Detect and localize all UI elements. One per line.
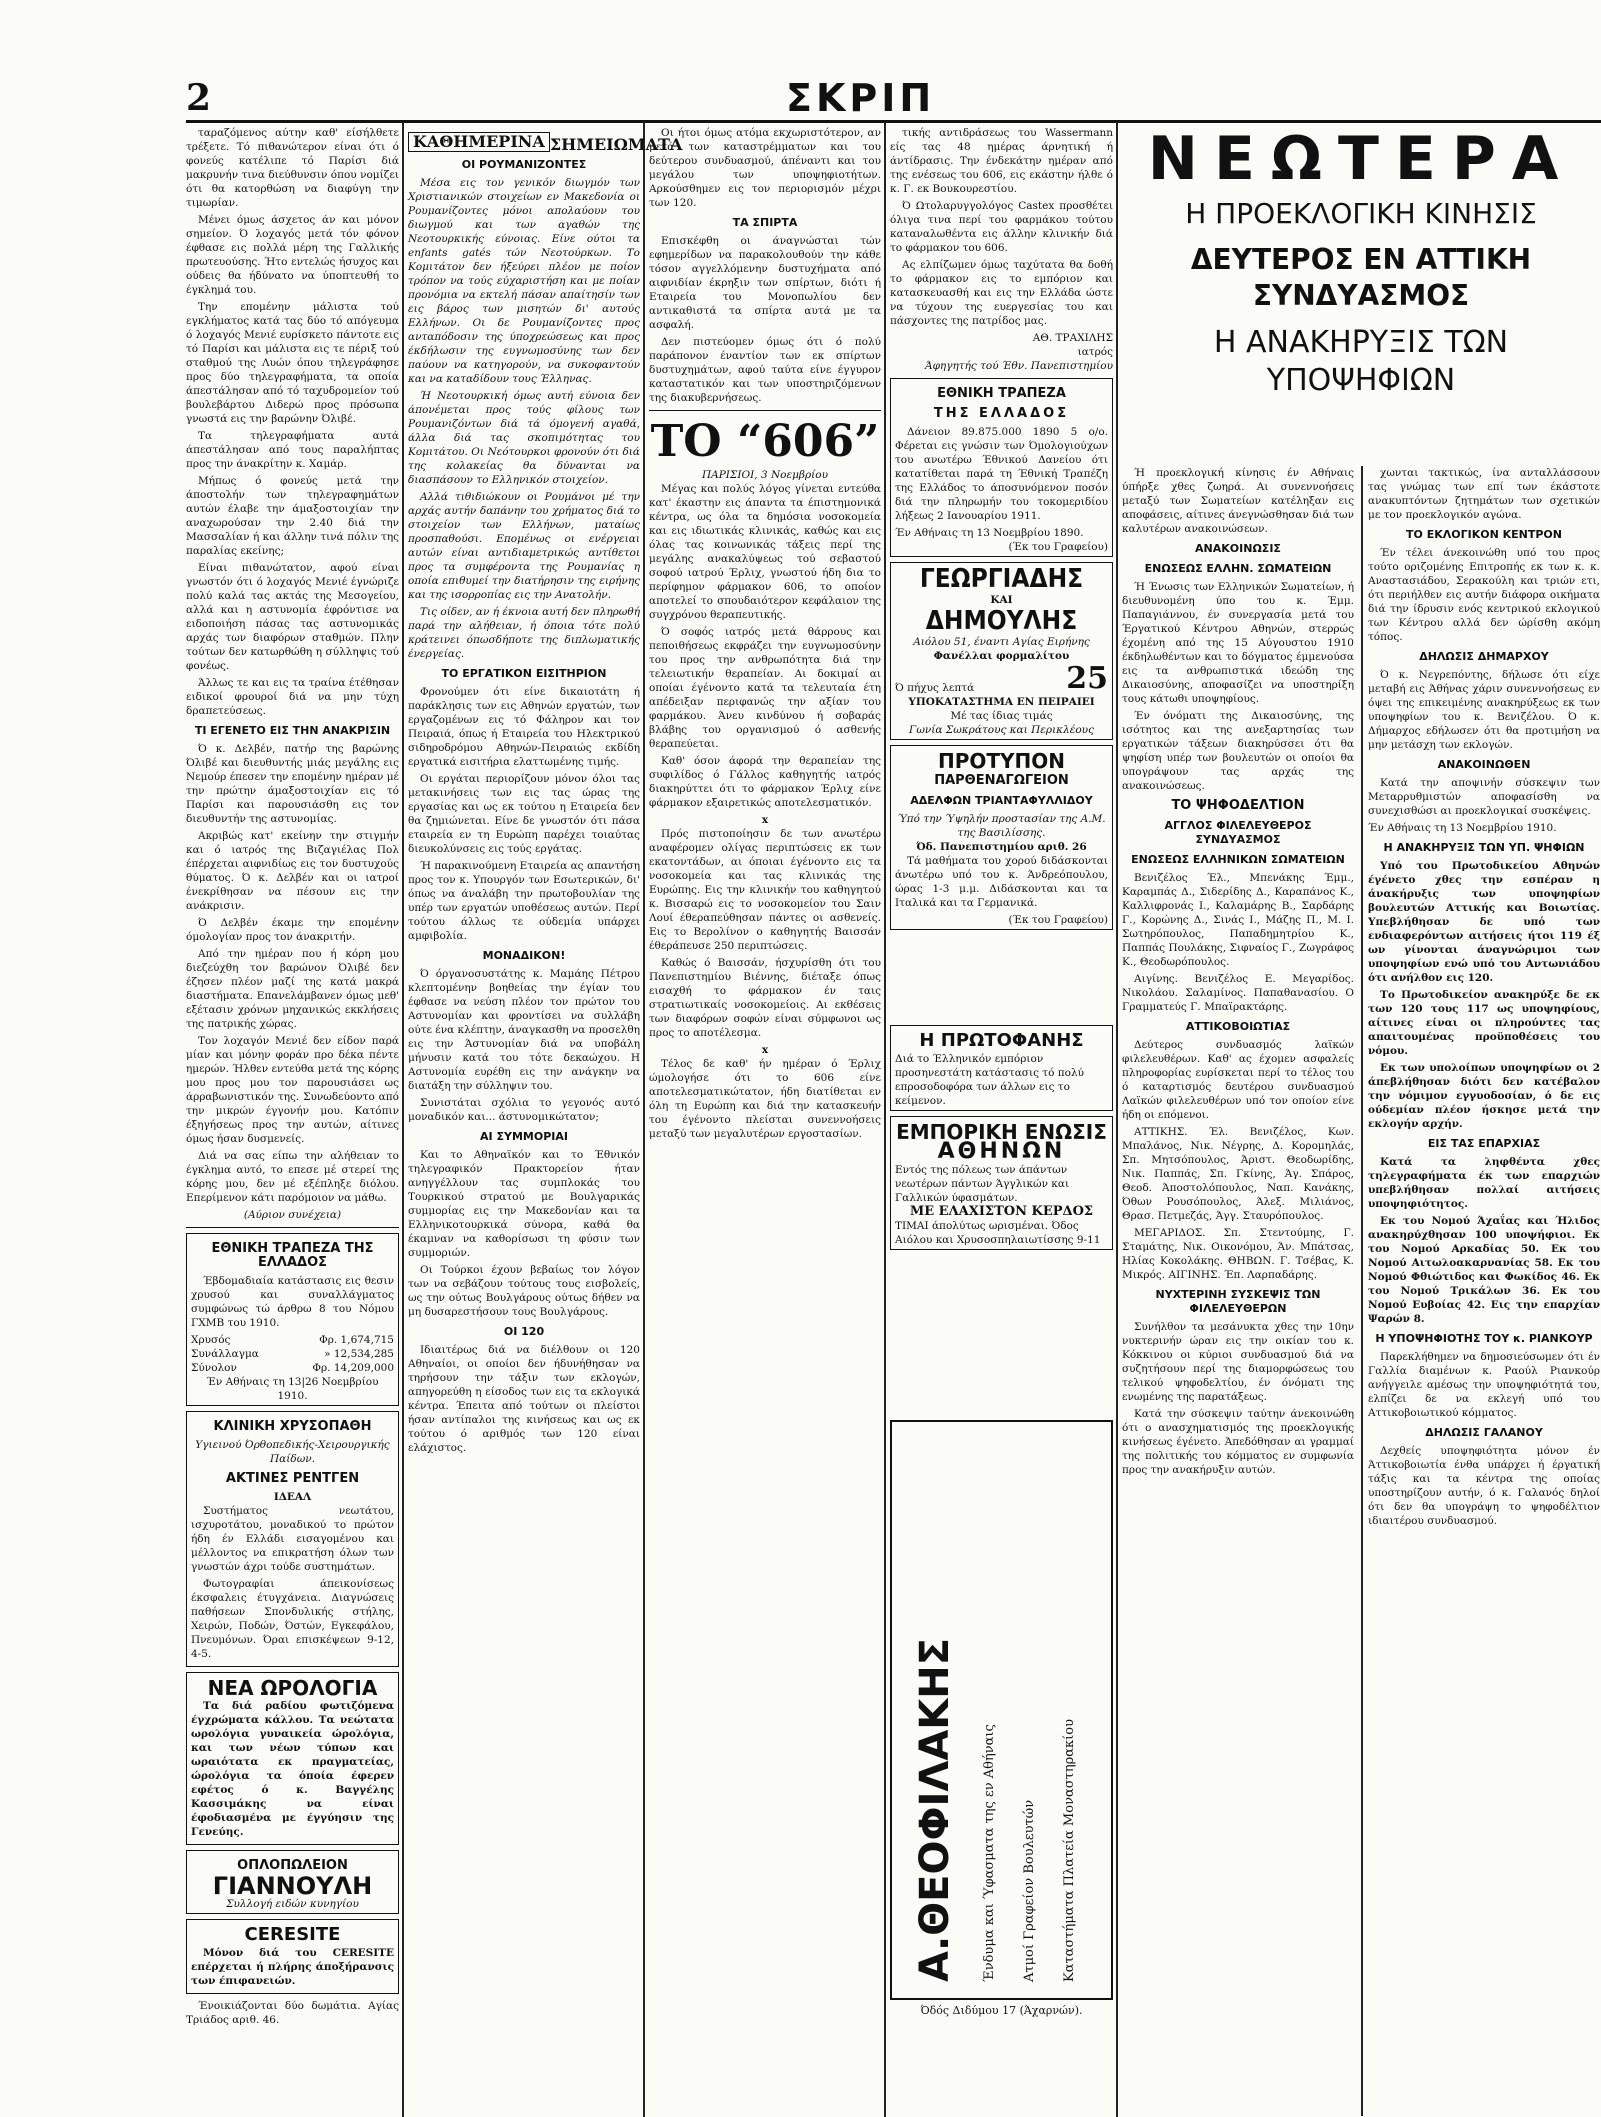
school-name: ΑΔΕΛΦΩΝ ΤΡΙΑΝΤΑΦΥΛΛΙΔΟΥ: [910, 794, 1093, 807]
column-5: [1122, 126, 1600, 2116]
bank-row: [191, 1347, 394, 1361]
commercial-union-ad: [890, 1116, 1113, 1250]
article-paragraph: Τις οίδεν, αν ή έκνοια αυτή δεν πληρωθή παρά την αλήθειαν, ή όποια τότε πολύ κράτεινει όπωσδήποτε της διπλωματικής ένεργείας.: [408, 606, 640, 660]
article-paragraph: Είναι πιθανώτατον, αφού είναι γνωστόν ότι ό λοχαγός Μενιέ έγνώριζε πολύ καλά τας ακτάς της Μεσογείου, αλλά και η αστυνομία έφρόντισε να ειδοποιήση πάσας τας αστυνομικάς αρχάς των διαφόρων σταθμών. Πλην τούτων δεν κατωρθώθη η σύλληψις τού φονέως.: [186, 562, 399, 672]
article-paragraph: Μήπως ό φονεύς μετά την άποστολήν των τηλεγραφημάτων αυτών έλαβε την άμαξοστοιχίαν την αναχωρούσαν την 2.40 διά την Μασσαλίαν ή και άλλην τινά πόλιν της παραλίας εκείνης;: [186, 475, 399, 557]
ceresite-ad: [186, 1919, 399, 1994]
column-rule: [402, 122, 404, 2117]
article-paragraph: Ή Ένωσις των Ελληνικών Σωματείων, ή διευθυνομένη ύπο του κ. Έμμ. Παπαγιάννου, έν συνεργασία μετά του Έργατικού Κέντρου Αθηνών, στερρώς έχομένη από της 15 Αύγουστου 1910 έκδηλωθέντων και το δόγματος έμμενούσα εις τα ανθρωπιστικά ιδεώδη της Δικαιοσύνης, αποφασίζει να υποστηρίξη τους κάτωθι υποψηφίους.: [1122, 581, 1354, 705]
article-paragraph: Μέσα εις τον γενικόν διωγμόν των Χριστιανικών στοιχείων εν Μακεδονία οι Ρουμανίζοντες μόνοι απολαύουν του διωγμού και των αγαθών της Νεοτουρκικής εύνοιας. Είνε ούτοι τα enfants gatés τών Νεοτούρκων. Το Κομιτάτον δεν ήξεύρει πλέον με ποίον τρόπον να τούς εύχαριστήση και με ποίαν προνόμια να εκτελή πάσαν απαίτησίν των εις βάρος των μισητών δι' αυτούς Ελλήνων. Οι δε Ρουμανίζοντες προς ανταπόδοσιν της ύποχρεώσεως και προς έκδήλωσιν της ευγνωμοσύνης των δεν παύουν να κατηγορούν, να συκοφαντούν και να καταδίδουν τους Έλληνας.: [408, 177, 640, 385]
vertical-ad: [890, 1420, 1113, 2000]
continuation-note: (Αύριον συνέχεια): [243, 1209, 342, 1221]
news-banner: ΝΕΩΤΕΡΑ: [1147, 124, 1575, 194]
article-paragraph: Φρονούμεν ότι είνε δικαιοτάτη ή παράκλησις των εις Αθηνών εργατών, των εργαζομένων εις τό Φάληρον και τον Πειραιά, όπως ή Εταιρεία του Ηλεκτρικού σιδηροδρόμου Αθηνών-Πειραιώς εκδίδη εργατικά εισιτήρια ελαττωμένης τιμής.: [408, 686, 640, 768]
divider: [649, 410, 881, 411]
vertical-ad-line: Ατμοί Γραφείον Βουλευτών: [1022, 1799, 1037, 1982]
bank-title: ΕΘΝΙΚΗ ΤΡΑΠΕΖΑ ΤΗΣ ΕΛΛΑΔΟΣ: [211, 1241, 374, 1270]
clinic-system-name: ΙΔΕΑΛ: [273, 1491, 312, 1503]
dateline: ΠΑΡΙΣΙΟΙ, 3 Νοεμβρίου: [701, 469, 828, 481]
store-name: ΔΗΜΟΥΛΗΣ: [925, 606, 1078, 636]
section-heading: ΕΝΩΣΕΩΣ ΕΛΛΗΝΙΚΩΝ ΣΩΜΑΤΕΙΩΝ: [1131, 853, 1345, 866]
bank-row-value: Φρ. 1,674,715: [319, 1334, 394, 1346]
section-heading: ΑΝΑΚΟΙΝΩΘΕΝ: [1437, 758, 1531, 771]
masthead: [186, 78, 1601, 118]
article-paragraph: Διά να σας είπω την αλήθειαν το έγκλημα αυτό, το επεσε μέ στερεί της κόρης μου, δεν μέ εξέπληξε διόλου. Επερίμενον κάτι παρόμοιον να μάθω.: [186, 1150, 399, 1204]
section-heading: ΤΟ ΕΚΛΟΓΙΚΟΝ ΚΕΝΤΡΟΝ: [1406, 528, 1562, 541]
shop-name: ΓΙΑΝΝΟΥΛΗ: [212, 1872, 373, 1900]
article-paragraph: Συνιστάται σχόλια το γεγονός αυτό μοναδικόν και... άστυνομικώτατον;: [408, 1097, 640, 1123]
article-paragraph: Το Πρωτοδικείον ανακηρύξε δε εκ των 120 τους 117 ως υποψηφίους, αίτινες είναι οι πληρούντες τας απαιτουμένας προϋποθέσεις του νόμου.: [1368, 989, 1600, 1057]
section-heading: ΤΟ ΕΡΓΑΤΙΚΟΝ ΕΙΣΙΤΗΡΙΟΝ: [441, 667, 607, 680]
bank-row: [191, 1333, 394, 1347]
section-heading: ΕΙΣ ΤΑΣ ΕΠΑΡΧΙΑΣ: [1427, 1137, 1541, 1150]
column-4-middle: [890, 1020, 1113, 1410]
divider: [186, 1227, 399, 1228]
ad-text: Διά το Έλληνικόν εμπόριον προσηνεστάτη κατάστασις τό πολύ επροσοδοφόρα των άλλων εις το κείμενον.: [895, 1053, 1085, 1107]
article-paragraph: Καθώς ό Βαισσάν, ήσχυρίσθη ότι του Πανεπιστημίου Βιέννης, διέταξε όπως εισαχθή το φάρμακον έν ταις στρατιωτικαίς νοσοκομείοις. Αι εκθέσεις των διαφόρων σοφών είναι σύμφωνοι ως προς το αποτέλεσμα.: [649, 957, 881, 1039]
article-paragraph: Ό σοφός ιατρός μετά θάρρους και πεποιθήσεως εκφράζει την ευγνωμοσύνην του προς την ανθρωπότητα διά την τελειωτικήν θεραπείαν. Αι δοκιμαί αι οποίαι έγένοντο κατά τα τελευταία έτη απέδειξαν περιφανώς την αξίαν του φαρμάκου. Άνευ κινδύνου ή σοβαράς βλάβης του οργανισμού ό ασθενής θεραπεύεται.: [649, 626, 881, 750]
school-text: Τά μαθήματα του χορού διδάσκονται άνωτέρω υπό του κ. Άνδρεόπουλου, ώρας 1-3 μ.μ. Διδάσκονται και τα Ιταλικά και τα Γερμανικά.: [895, 855, 1108, 909]
column-3: [649, 126, 881, 2116]
shop-subtitle: Συλλογή ειδών κυνηγίου: [226, 1898, 359, 1910]
gun-shop-ad: [186, 1850, 399, 1914]
store-address: Αιόλου 51, έναντι Αγίας Ειρήνης: [913, 636, 1090, 648]
article-paragraph: Ή Νεοτουρκική όμως αυτή εύνοια δεν άπονέμεται προς τούς φίλους των Ρουμανιζόντων διά τά όμογενή αγαθά, άλλα διά τας σκοπιμότητας του Κομιτάτου. Οι Νεότουρκοι φρονούν ότι διά της κολακείας θα δύνανται να διασπάσουν το Ελληνικόν στοιχείον.: [408, 390, 640, 486]
national-bank-notice: [890, 378, 1113, 557]
article-paragraph: Ακριβώς κατ' εκείνην την στιγμήν και ό ιατρός της Βιζαγιέλας Πολ έπέρχεται αιφνιδίως εις τον δυστυχούς θύματος. Ό κ. Δελβέν και οι ιατροί ένεκρίθησαν να πέσουν εις την ανάκρισιν.: [186, 830, 399, 912]
vertical-ad-line: Καταστήματα Πλατεία Μοναστηρακίου: [1062, 1719, 1077, 1982]
simeiomata-label: ΣΗΜΕΙΩΜΑΤΑ: [549, 135, 683, 154]
watch-title: ΝΕΑ ΩΡΟΛΟΓΙΑ: [207, 1676, 378, 1700]
article-paragraph: Δεν πιστεύομεν όμως ότι ό πολύ παράπονον έναντίον των εκ σπίρτων δυστυχημάτων, αφού ταύτα είνε έγγυρον καταστατικόν και των υποστηριζόμενων της διακυβερνήσεως.: [649, 336, 881, 404]
bank-notice: [186, 1233, 399, 1406]
price-value: 25: [1066, 661, 1108, 696]
article-paragraph: Κατά την αποψινήν σύσκεψιν των Μεταρρυθμιστών αποφασίσθη να συνεχισθώσι αι προεκλογικαί συσκέψεις.: [1368, 777, 1600, 817]
ceresite-title: CERESITE: [244, 1924, 341, 1945]
price-row: [895, 663, 1108, 695]
vertical-ad-address: Όδός Διδύμου 17 (Άχαρνών).: [920, 2004, 1083, 2017]
shop-title: ΟΠΛΟΠΩΛΕΙΟΝ: [237, 1858, 348, 1873]
news-subtitle: Η ΠΡΟΕΚΛΟΓΙΚΗ ΚΙΝΗΣΙΣ: [1185, 197, 1537, 230]
article-paragraph: Μέγας και πολύς λόγος γίνεται εντεύθα κατ' έκαστην εις άπαντα τα έπιστημονικά κέντρα, ως όλα τα δημόσια νοσοκομεία και εις ιδιωτικάς κλινικάς, καθώς και εις όλας τας κοινωνικάς τάξεις περί της μεγάλης ανακαλύψεως τού σεβαστού σοφού ιατρού Έρλιχ, γνωστού ήδη δια το περίφημον φάρμακον 606, το οποίον αποτελεί το σπουδαιότερον κεφάλαιον της συγχρόνου θεραπευτικής.: [649, 483, 881, 621]
section-heading: ΑΙ ΣΥΜΜΟΡΙΑΙ: [480, 1130, 568, 1143]
clinic-text: Φωτογραφίαι άπεικονίσεως έκσφαλεις έτυγχάνεια. Διαγνώσεις παθήσεων Σπονδυλικής στήλης, Χειρών, Ποδών, Όστών, Εγκεφάλου, Πνευμόνων. Όραι επισκέψεων 9-12, 4-5.: [191, 1578, 394, 1660]
column-1: [186, 126, 399, 2116]
column-2: [408, 126, 683, 2116]
subcolumn-rule: [1361, 466, 1363, 2116]
section-heading: ΟΙ ΡΟΥΜΑΝΙΖΟΝΤΕΣ: [461, 158, 587, 171]
article-paragraph: Από την ημέραν που ή κόρη μου διεζεύχθη τον βαρώνον Όλιβέ δεν έζησεν πλέον μαζί της κατά μακρά διαστήματα. Επανελάμβανεν όμως μεθ' εξέτασιν χρόνων μηχανικώς εκκλήσεις της πατρικής χώρας.: [186, 948, 399, 1030]
vertical-ad-line: Ένδυμα και Ύφασματα της εν Αθήναις: [982, 1724, 997, 1982]
article-paragraph: Συνήλθον τα μεσάνυκτα χθες την 10ην νυκτερινήν ώραν εις την οικίαν του κ. Κόκκινου οι κύριοι συνδυασμού διά να συζητήσουν περί της διαμορφώσεως του τελικού ψηφοδελτίου, έν όνόματι της ενωμένης της παρατάξεως.: [1122, 1321, 1354, 1403]
clothing-store-ad: [890, 562, 1113, 740]
article-paragraph: Εκ των υπολοίπων υποψηφίων οι 2 άπεβλήθησαν διότι δεν κατέβαλον την νόμιμον εγγυοδοσίαν, ό δε εις ούδεμίαν πλέον ήσκησε μετά την εκλογήν αρχήν.: [1368, 1062, 1600, 1130]
school-patronage: Ύπό την Ύψηλήν προστασίαν της Α.Μ. της Βασιλίσσης.: [897, 813, 1106, 839]
bank-row-label: Χρυσός: [191, 1334, 231, 1346]
news-subtitle: Η ΑΝΑΚΗΡΥΞΙΣ ΤΩΝ ΥΠΟΨΗΦΙΩΝ: [1213, 325, 1509, 398]
section-heading: ΟΙ 120: [503, 1325, 545, 1338]
watch-ad: [186, 1672, 399, 1845]
article-paragraph: Έν όνόματι της Δικαιοσύνης, της ισότητος και της ανεξαρτησίας των εργατικών τάξεων διακηρύσσει ότι θα ψηφίση υπέρ των βουλευτών οι οποίοι θα υπογράψουν τας αρχάς της ανακοινώσεως.: [1122, 710, 1354, 792]
branch-heading: ΥΠΟΚΑΤΑΣΤΗΜΑ ΕΝ ΠΕΙΡΑΙΕΙ: [908, 696, 1095, 708]
firstever-ad: [890, 1025, 1113, 1111]
bank-row-label: Σύνολον: [191, 1362, 237, 1374]
article-paragraph: Την επομένην μάλιστα τού εγκλήματος κατά τας δύο τό απόγευμα ό λοχαγός Μενιέ ευρίσκετο πάντοτε εις τό Παρίσι και μάλιστα εις τε πέριξ τού σταθμού της Λυών όπου τηλεγράφησε προς δύο τηλεγραφήματα, τα οποία άπεστάλησαν από τό ταχυδρομείον τού βουλεβάρτου Διδερώ προς πρόσωπα γνωστά εις την βαρώνην Όλιβέ.: [186, 301, 399, 425]
article-paragraph: ταραζόμενος αύτην καθ' είσήλθετε τρέξετε. Τό πιθανώτερον είναι ότι ό φονεύς κατέλιπε τό Παρίσι διά μακρυνήν τινα διεύθυνσιν όπου νομίζει ότι θα κατορθώση να διαφύγη την τιμωρίαν.: [186, 127, 399, 209]
branch-note: Μέ τας ίδιας τιμάς: [950, 710, 1053, 722]
section-break-mark: x: [761, 1044, 769, 1056]
section-heading: ΤΙ ΕΓΕΝΕΤΟ ΕΙΣ ΤΗΝ ΑΝΑΚΡΙΣΙΝ: [194, 724, 391, 737]
school-address: Όδ. Πανεπιστημίου αριθ. 26: [916, 841, 1087, 853]
article-paragraph: Ή παρακινούμενη Εταιρεία ας απαντήση προς τον κ. Υπουργόν των Εσωτερικών, δι' όπως να άναλάβη την πρωτοβουλίαν της υπέρ των εργατών υποθέσεως αυτών. Περί τούτου άλλως τε ούδεμία υπάρχει αμφιβολία.: [408, 860, 640, 942]
bank-text: Έβδομαδιαία κατάστασις εις θεσιν χρυσού και συναλλάγματος συμφώνως τώ άρθρω 8 του Νόμου ΓΧΜΒ του 1910.: [191, 1275, 394, 1329]
bank-source: (Έκ του Γραφείου): [1008, 541, 1108, 553]
bank-date: Έν Αθήναις τη 13 Νοεμβρίου 1890.: [895, 527, 1084, 539]
article-paragraph: Ιδιαιτέρως διά να διέλθουν οι 120 Αθηναίοι, οι οποίοι δεν ήδυνήθησαν να τηρήσουν την τάξιν των εκλογών, απηγορεύθη η είσοδος των εις τα εκλογικά κέντρα. Έπειτα από τούτων οι πλείστοι ήσαν αντίπαλοι της κινήσεως και ως εκ τούτου ό αριθμός των 120 είναι ελάχιστος.: [408, 1344, 640, 1454]
ad-title: Η ΠΡΩΤΟΦΑΝΗΣ: [919, 1030, 1084, 1051]
union-text: Εντός της πόλεως των άπάντων νεωτέρων πάντων Άγγλικών και Γαλλικών ύφασμάτων.: [895, 1164, 1070, 1204]
bank-text: Δάνειον 89.875.000 1890 5 ο/ο. Φέρεται εις γνώσιν των Όμολογιούχων του ανωτέρω Έθνικού Δανείου ότι κατατίθεται παρά τη Έθνική Τραπέζη της Ελλάδος το άποσυνόμενον ποσόν διά την πληρωμήν του τοκομεριδίου λήξεως 2 Ιανουαρίου 1911.: [895, 426, 1108, 522]
section-heading: Η ΥΠΟΨΗΦΙΟΤΗΣ ΤΟΥ κ. ΡΙΑΝΚΟΥΡ: [1375, 1332, 1593, 1345]
bank-row-label: Συνάλλαγμα: [191, 1348, 259, 1360]
article-paragraph: Οι εργάται περιορίζουν μόνον όλοι τας μετακινήσεις των εις τας ώρας της εργασίας και ως εκ τούτου η Εταιρεία δεν θα ζημιώνεται. Είνε δε γνωστόν ότι πάσα εταιρεία εν τη Ευρώπη παρέχει τοιαύτας διευκολύνσεις εις τούς εργάτας.: [408, 773, 640, 855]
article-paragraph: Και το Αθηναϊκόν και το Έθνικόν τηλεγραφικόν Πρακτορείον ήταν ανηγγέλλουν τας συμπλοκάς του Τουρκικού στρατού με Βουλγαρικάς συμμορίας εις την Μακεδονίαν και τα Ελληνικοτουρκικά σύνορα, καθά θα έκαμναν να καθορίσωσι τη φύσιν των συμμοριών.: [408, 1149, 640, 1259]
article-paragraph: Κατά τα ληφθέντα χθες τηλεγραφήματα έκ των επαρχιών υπεβλήθησαν πολλαί αιτήσεις υποψηφιότητος.: [1368, 1156, 1600, 1210]
newspaper-title: ΣΚΡΙΠ: [786, 76, 936, 120]
article-paragraph: Επισκέφθη οι άναγνώσται τών εφημερίδων να παρακολουθούν την κάθε τόσον αγγελλόμενην δυστυχήματα από αιφνιδίαν έκρηξιν των σπίρτων, διότι ή Εταιρεία του Μονοπωλίου δεν αντικαθιστά τα σπίρτα αυτά με τα ασφαλή.: [649, 235, 881, 331]
section-heading: ΤΑ ΣΠΙΡΤΑ: [732, 216, 798, 229]
clinic-subtitle: Υγιεινού Όρθοπεδικής-Χειρουργικής Παίδων.: [195, 1439, 390, 1465]
clinic-text: Συστήματος νεωτάτου, ισχυροτάτου, μοναδικού το πρώτον ήδη έν Ελλάδι εισαγομένου και μέλλοντος να επικρατήση όλων των γνωστών άχρι τούδε συστημάτων.: [191, 1505, 394, 1573]
ceresite-text: Μόνον διά του CERESITE επέρχεται ή πλήρης άποξήρανσις των έπιφανειών.: [191, 1947, 394, 1987]
section-heading: ΕΝΩΣΕΩΣ ΕΛΛΗΝ. ΣΩΜΑΤΕΙΩΝ: [1144, 562, 1332, 575]
article-paragraph: ΜΕΓΑΡΙΔΟΣ. Σπ. Στεντούμης, Γ. Σταμάτης, Νικ. Οικονόμου, Άν. Μπάτσας, Ηλίας Κοκολάκης. ΘΗΒΩΝ. Γ. Τσέβας, Κ. Μικρός. ΑΙΓΙΝΗΣ. Έπ. Λαρπαδάρης.: [1122, 1227, 1354, 1281]
article-date: Έν Αθήναις τη 13 Νοεμβρίου 1910.: [1368, 822, 1557, 834]
article-paragraph: τικής αντιδράσεως του Wassermann είς τας 48 ημέρας άρνητική ή άντίδρασις. Την ένδεκάτην ημέραν από της ενέσεως του 606, εις εκάστην ήλθε ό κ. Γ. εκ Βουκουρεστίου.: [890, 127, 1113, 195]
article-paragraph: Δεχθείς υποψηφιότητα μόνον έν Άττικοβοιωτία ένθα υπάρχει ή έργατική τάξις και τα κέντρα της οποίας υποστηρίζουν αυτήν, ό κ. Γαλανός δηλοί ότι δεν θα υπογράψη το ψηφοδέλτιον ιδιαιτέρου συνδυασμού.: [1368, 1445, 1600, 1527]
article-paragraph: Ας ελπίζωμεν όμως ταχύτατα θα δοθή το φάρμακον εις το εμπόριον και κατασκευασθή και εις την Ελλάδα ώστε να τύχουν της ευεργεσίας του και πάσχοντες της πατρίδος μας.: [890, 259, 1113, 327]
kathimerina-label: ΚΑΘΗΜΕΡΙΝΑ: [408, 132, 550, 152]
store-name: ΓΕΩΡΓΙΑΔΗΣ: [919, 564, 1084, 594]
vertical-ad-name: Α.ΘΕΟΦΙΛΑΚΗΣ: [912, 1637, 958, 1982]
store-product: Φανέλλαι φορμαλίτου: [933, 650, 1070, 662]
section-heading: ΔΗΛΩΣΙΣ ΔΗΜΑΡΧΟΥ: [1419, 650, 1549, 663]
section-heading: ΑΤΤΙΚΟΒΟΙΩΤΙΑΣ: [1185, 1020, 1291, 1033]
article-paragraph: Ό κ. Νεγρεπόντης, δήλωσε ότι είχε μεταβή εις Άθήνας χάριν συνεννοήσεως εν όψει της επικειμένης ανακηρύξεως εκ των υποψηφίων του κ. Βενιζέλου. Ό κ. Δήμαρχος εδήλωσεν ότι θα προτιμήση να μην μετάσχη των εκλογών.: [1368, 669, 1600, 751]
article-paragraph: Εκ του Νομού Άχαΐας και Ήλιδος ανακηρύχθησαν 100 υποψήφιοι. Εκ του Νομού Αρκαδίας 50. Εκ του Νομού Αιτωλοακαρνανίας 58. Εκ του Νομού Φθιώτιδος και Φωκίδος 46. Εκ του Νομού Τρικάλων 36. Εκ του Νομού Ευβοίας 42. Εις την επαρχίαν Ψαρών 8.: [1368, 1215, 1600, 1325]
bank-date: Έν Αθήναις τη 13|26 Νοεμβρίου 1910.: [206, 1376, 379, 1402]
school-source: (Έκ του Γραφείου): [1008, 914, 1108, 926]
article-paragraph: Βενιζέλος Έλ., Μπενάκης Έμμ., Καραμπάς Δ., Σιδερίδης Δ., Καραπάνος Κ., Καλλιφρονάς Ι., Καλαμάρης Β., Σαρδάρης Γ., Κορώνης Δ., Σινάς Ι., Μάζης Π., Μ. Ι. Σωτηρόπουλος, Παπαδημητρίου Κ., Παππάς Πουλάκης, Σιφναίος Γ., Ζωγράφος Κ., Θεοδωρόπουλος.: [1122, 872, 1354, 968]
article-paragraph: Έν τέλει άνεκοινώθη υπό του προς τούτο οριζομένης Επιτροπής εκ των κ. κ. Αναστασιάδου, Σερακούλη και τριών ετι, ότι περιήλθεν εις αυτήν διάφορα οικήματα διά την ίδρυσιν ενός κεντρικού εκλογικού των Κέντρου αλλά δεν ώρίσθη ακόμη τόπος.: [1368, 547, 1600, 643]
article-paragraph: Τέλος δε καθ' ήν ημέραν ό Έρλιχ ώμολογήσε ότι το 606 είνε αποτελεσματικώτατον, ήδη διατίθεται εν όλη τη Ευρώπη και διά την κατασκευήν του έγένοντο πλείσται συνεννοήσεις μεταξύ των μεγαλυτέρων εργοστασίων.: [649, 1058, 881, 1140]
column-rule: [884, 122, 886, 2117]
column-rule: [1116, 122, 1118, 2117]
clinic-heading: ΑΚΤΙΝΕΣ ΡΕΝΤΓΕΝ: [225, 1471, 360, 1486]
girls-school-ad: [890, 745, 1113, 930]
union-title: ΕΜΠΟΡΙΚΗ ΕΝΩΣΙΣ: [896, 1120, 1107, 1144]
article-paragraph: Οι ήτοι όμως ατόμα εκχωριστότερον, αν μετά των καταστρέμματων και του δεύτερου συνδυασμού, άπέναντι και του μεγάλου των υποψηφιοτήτων. Αρκούσθημεν εις τον περιορισμόν μέχρι των 120.: [649, 127, 881, 209]
section-heading: ΔΗΛΩΣΙΣ ΓΑΛΑΝΟΥ: [1425, 1426, 1543, 1439]
union-city: ΑΘΗΝΩΝ: [937, 1139, 1066, 1164]
article-paragraph: Κατά την σύσκεψιν ταύτην άνεκοινώθη ότι ο ανασχηματισμός της προεκλογικής κινήσεως έγένετο. Άπεδόθησαν αι γραμμαί της πολιτικής του κόμματος εν συμφωνία προς την ανακήρυξιν αυτών.: [1122, 1408, 1354, 1476]
section-heading: ΜΟΝΑΔΙΚΟΝ!: [482, 949, 566, 962]
clinic-ad: [186, 1411, 399, 1667]
article-paragraph: ΑΤΤΙΚΗΣ. Έλ. Βενιζέλος, Κων. Μπαλάνος, Νικ. Νέγρης, Δ. Κορομηλάς, Σπ. Μητσόπουλος, Άριστ. Θεοδωρίδης, Νικ. Παππάς, Σπ. Γκίνης, Άγ. Σπάρος, Θεοδ. Άποστολόπουλος, Ναπ. Κανάκης, Όθων Ρουσόπουλος, Άλεξ. Μιλιάνος, Θρασ. Πετμεζάς, Άγγ. Σταυρόπουλος.: [1122, 1126, 1354, 1222]
union-profit: ΜΕ ΕΛΑΧΙΣΤΟΝ ΚΕΡΔΟΣ: [909, 1204, 1094, 1219]
column-rule: [643, 122, 645, 2117]
bank-row: [191, 1361, 394, 1375]
article-paragraph: Καθ' όσον άφορά την θεραπείαν της συφιλίδος ό Γάλλος καθηγητής ιατρός διακηρύττει ότι το φάρμακον Έρλιχ είνε φάρμακον εξαιρετικώς αποτελεσματικόν.: [649, 755, 881, 809]
news-subcolumn-right: [1368, 466, 1600, 2116]
section-heading: Η ΑΝΑΚΗΡΥΞΙΣ ΤΩΝ ΥΠ. ΨΗΦΙΩΝ: [1383, 841, 1585, 854]
article-paragraph: χωνται τακτικώς, ίνα ανταλλάσσουν τας γνώμας των επί των έκάστοτε ανακυπτόντων ζητημάτων των σχετικών με τον προεκλογικόν αγώνα.: [1368, 467, 1600, 521]
article-paragraph: Υπό του Πρωτοδικείου Αθηνών έγένετο χθες την εσπέραν η άνακήρυξις των υποψηφίων βουλευτών Αττικής και Βοιωτίας. Υπεβλήθησαν δε υπό των ενδιαφερόντων αιτήσεις ήτοι 119 έξ ων γίνονται άναγνώριμοι των υποψηφίων ενώ υπό του Αντωνιάδου ότι ανήλθον εις 120.: [1368, 860, 1600, 984]
article-paragraph: Ό Ωτολαρυγγολόγος Castex προσθέτει όλιγα τινα περί του φαρμάκου τούτου καταναλωθέντα εις άλλην κλινικήν διά το φάρμακον του 606.: [890, 200, 1113, 254]
article-paragraph: Παρεκλήθημεν να δημοσιεύσωμεν ότι έν Γαλλία διαμένων κ. Ραούλ Ριανκούρ ανήγγειλε αμέσως την υποψηφιότητά του, ελπίζει δε να εκλεγή υπό του Αττικοβοιωτικού κόμματος.: [1368, 1351, 1600, 1419]
watch-text: Τα διά ραδίου φωτιζόμενα έγχρώματα κάλλου. Τα νεώτατα ωρολόγια γυναικεία ώρολόγια, και των νέων τύπων και ωραιότατα εκ πραγματείας, ώρολόγια τα όποία έφερεν εφέτος ό κ. Βαγγέλης Κασσιμάκης να είναι έφοδιασμένα με έγγύησιν της Γενεύης.: [191, 1700, 394, 1838]
article-paragraph: Ό Δελβέν έκαμε την επομένην όμολογίαν προς τον άνακριτήν.: [186, 917, 399, 943]
masthead-rule: [186, 120, 1601, 123]
article-paragraph: Τον λοχαγόν Μενιέ δεν είδον παρά μίαν και μόνην φοράν προ δέκα πέντε ημερών. Ήλθεν εντεύθα μετά της κόρης μου προς μου τον παρουσιάσει ως άρραβωνιστικόν της. Συνωδεύοντο από την μικρών έγγονήν μου. Κατόπιν έξηγήσεως προς την αυτών, αίτινες όμως ήσαν δυσμενείς.: [186, 1035, 399, 1145]
bank-title: ΕΘΝΙΚΗ ΤΡΑΠΕΖΑ: [937, 386, 1066, 401]
article-title-606: ΤΟ “606”: [650, 416, 880, 467]
news-subtitle: ΔΕΥΤΕΡΟΣ ΕΝ ΑΤΤΙΚΗ ΣΥΝΔΥΑΣΜΟΣ: [1190, 243, 1532, 312]
bank-row-value: Φρ. 14,209,000: [312, 1362, 394, 1374]
classified-ad: Ένοικιάζονται δύο δωμάτια. Αγίας Τριάδος αριθ. 46.: [186, 2000, 399, 2026]
section-heading: ΑΝΑΚΟΙΝΩΣΙΣ: [1195, 542, 1281, 555]
article-paragraph: Αιγίνης. Βενιζέλος Ε. Μεγαρίδος. Νικολάου. Σαλαμίνος. Παπαθανασίου. Ο Γραμματεύς Γ. Μπαϊρακτάρης.: [1122, 973, 1354, 1013]
branch-address: Γωνία Σωκράτους και Περικλέους: [909, 724, 1094, 736]
section-heading: ΝΥΧΤΕΡΙΝΗ ΣΥΣΚΕΨΙΣ ΤΩΝ ΦΙΛΕΛΕΥΘΕΡΩΝ: [1155, 1288, 1321, 1315]
article-paragraph: Μένει όμως άσχετος άν και μόνον σημείον. Ό λοχαγός μετά τόν φόνον έφθασε εις πολλά μέρη της Γαλλικής πρωτευούσης. Ήτο εντελώς ήσυχος και ούδεις θα ήδύνατο να ύποπτευθή το έγκλημά του.: [186, 214, 399, 296]
clinic-title: ΚΛΙΝΙΚΗ ΧΡΥΣΟΠΑΘΗ: [213, 1419, 372, 1434]
article-paragraph: Άλλως τε και εις τα τραίνα έτέθησαν ειδικοί φρουροί διά να μην τύχη δραπετεύσεως.: [186, 677, 399, 717]
section-heading: ΑΓΓΛΟΣ ΦΙΛΕΛΕΥΘΕΡΟΣ ΣΥΝΔΥΑΣΜΟΣ: [1164, 819, 1312, 846]
article-paragraph: Δεύτερος συνδυασμός λαϊκών φιλελευθέρων. Καθ' ας έχομεν ασφαλείς πληροφορίας ευρίσκεται περί το τέλος του ό καταρτισμός δευτέρου συνδυασμού Λαϊκών φιλελευθέρων υπό τον οποίον είνε ήδη οι επόμενοι.: [1122, 1039, 1354, 1121]
author-affiliation: Άφηγητής τού Έθν. Πανεπιστημίου: [925, 360, 1113, 372]
store-conjunction: ΚΑΙ: [990, 594, 1013, 606]
author-signature: ΑΘ. ΤΡΑΧΙΛΗΣ: [1032, 332, 1113, 344]
section-heading: ΤΟ ΨΗΦΟΔΕΛΤΙΟΝ: [1171, 798, 1305, 813]
school-name: ΠΑΡΘΕΝΑΓΩΓΕΙΟΝ: [934, 773, 1069, 788]
bank-row-value: » 12,534,285: [324, 1348, 394, 1360]
article-paragraph: Αλλά τιθιδιώκουν οι Ρουμάνοι μέ την αρχάς αυτήν δαπάνην του χρήματος διά το στοιχείον των Ελλήνων, ματαίως προσπαθούσι. Επομένως οι ενέργειαι αυτών είναι αντιδιαμετρικώς αντίθετοι προς τα συμφέροντα της Ρουμανίας η οποία επιθυμεί την διατήρησιν της ειρήνης και της ισορροπίας εις την Ανατολήν.: [408, 491, 640, 601]
column-4: [890, 126, 1113, 1136]
article-paragraph: Πρός πιστοποίησιν δε των ανωτέρω αναφέρομεν ολίγας περιπτώσεις εκ των εκατοντάδων, αι όποιαι έγένοντο εις τα νοσοκομεία και τας κλινικάς της Ευρώπης. Εις την κλινικήν του καθηγητού κ. Βισσαρώ εις το νοσοκομείον του Σαιν Λουί έθεραπεύθησαν πάντες οι ασθενείς. Εις το Βερολίνον ο καθηγητής Βαισσάν έθεράπευσε 250 περιπτώσεις.: [649, 828, 881, 952]
article-paragraph: Ό όργανοσυστάτης κ. Μαμάης Πέτρου κλεπτομένην βοηθείας την έγίαν του έφθασε να νεύση πλέον τον πρώτον του Αστυνομίαν και φροντίσει να συλλάβη ούτε ένα κλέπτην, άναγκασθη να προσελθη εις την Άστυνομίαν διά να υποβάλη μήνυσιν κατά του τότε δεκαώχου. Η Αστυνομία ευρέθη εις την ανάγκην να διατάξη την σύλληψιν του.: [408, 968, 640, 1092]
article-paragraph: Τα τηλεγραφήματα αυτά άπεστάλησαν από τους παραλήπτας προς την άνακρίτην κ. Χαμάρ.: [186, 430, 399, 470]
price-label: Ό πήχυς λεπτά: [895, 682, 975, 694]
column-header: [408, 132, 683, 154]
union-prices: ΤΙΜΑΙ άπολύτως ωρισμέναι. Όδος Αιόλου και Χρυσοσπηλαιωτίσσης 9-11: [895, 1220, 1101, 1246]
article-paragraph: Ό κ. Δελβέν, πατήρ της βαρώνης Όλιβέ και διευθυντής μιάς μεγάλης εις Νεμούρ έπεσεν την επομένην ημέραν μέ την πρώτην άμαξοστοιχίαν εις τό Παρίσι και παρουσιάσθη εις τον διευθυντήν της αστυνομίας.: [186, 743, 399, 825]
news-subcolumn-left: [1122, 466, 1354, 2116]
article-paragraph: Οι Τούρκοι έχουν βεβαίως τον λόγον των να σεβάζουν τούτους τους εισβολείς, ως την ούτως Βουλγάρους ούτως δήθεν να μη δυσαρεστήσουν τους Βουλγάρους.: [408, 1264, 640, 1318]
author-title: ιατρός: [1077, 346, 1113, 358]
bank-subtitle: ΤΗΣ ΕΛΛΑΔΟΣ: [933, 406, 1070, 421]
section-break-mark: x: [761, 814, 769, 826]
school-title: ΠΡΟΤΥΠΟΝ: [937, 749, 1065, 773]
article-paragraph: Ή προεκλογική κίνησις έν Αθήναις ύπήρξε χθες ζωηρά. Αι συνεννοήσεις μεταξύ των Σωματείων κατέληξαν εις αποφάσεις, αίτινες άνεγνώσθησαν διά των καλυτέρων ανακοινώσεων.: [1122, 467, 1354, 535]
page-number: 2: [186, 77, 212, 119]
